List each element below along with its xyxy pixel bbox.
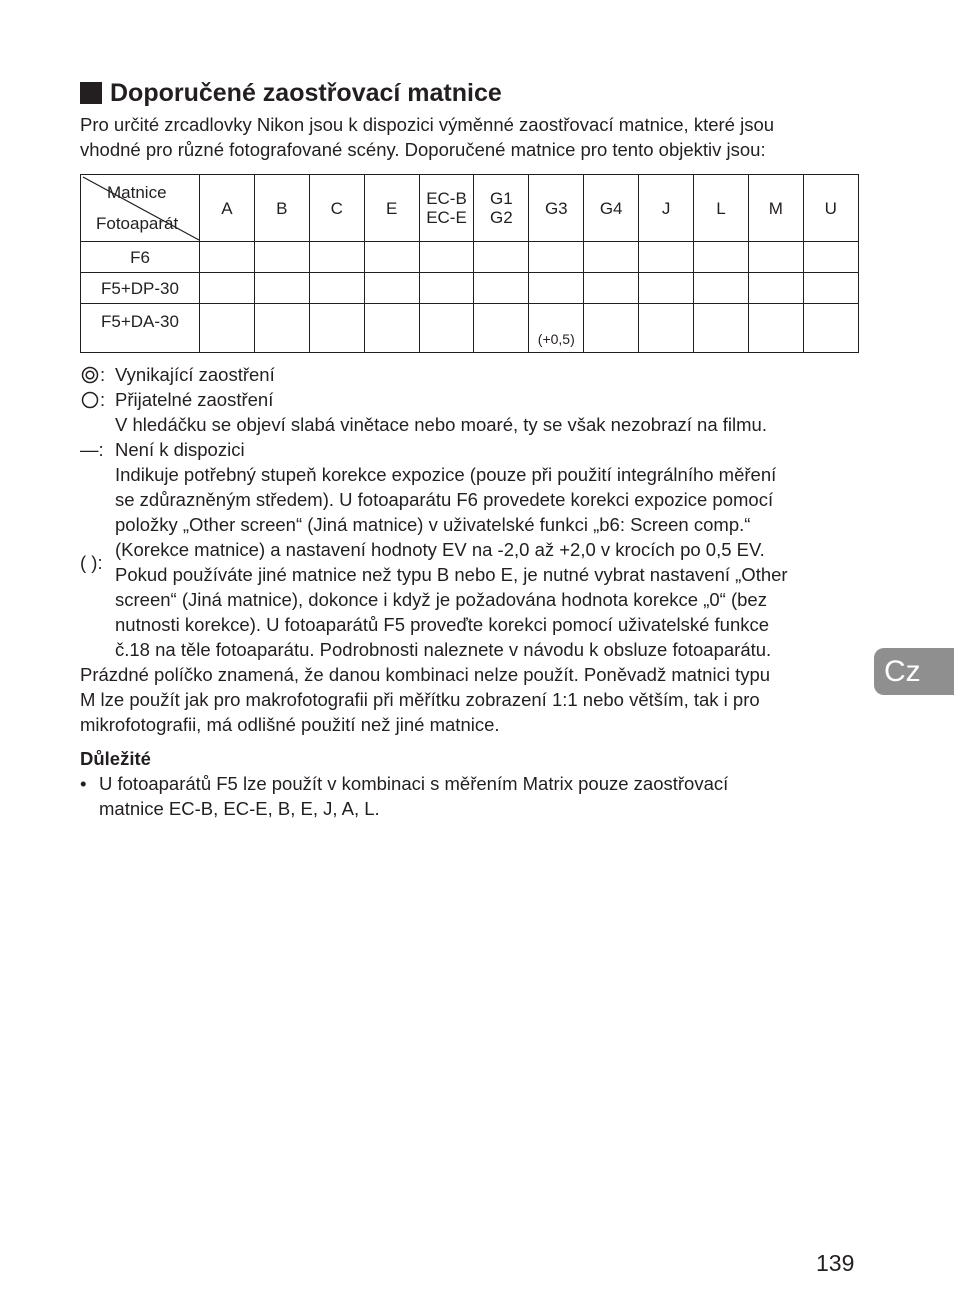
blank-cell-note-line: mikrofotografii, má odlišné použití než jiné matnice.	[80, 714, 500, 735]
table-cell	[639, 273, 694, 304]
table-cell	[309, 304, 364, 353]
circle-icon	[80, 390, 100, 410]
table-cell	[200, 273, 255, 304]
table-cell	[200, 242, 255, 273]
column-header: EC-B EC-E	[419, 175, 474, 242]
column-header: L	[694, 175, 749, 242]
legend-separator: :	[100, 389, 106, 410]
legend-line: nutnosti korekce). U fotoaparátů F5 proveďte korekci pomocí uživatelské funkce	[115, 614, 770, 635]
important-title: Důležité	[80, 748, 151, 769]
table-cell	[694, 304, 749, 353]
page-number: 139	[816, 1250, 855, 1276]
table-cell	[639, 304, 694, 353]
important-line: U fotoaparátů F5 lze použít v kombinaci s měřením Matrix pouze zaostřovací	[99, 773, 729, 794]
legend-line: Indikuje potřebný stupeň korekce expozice (pouze při použití integrálního měření	[115, 464, 777, 485]
important-bullet-item	[80, 771, 870, 821]
table-cell	[419, 304, 474, 353]
section-title: Doporučené zaostřovací matnice	[110, 79, 502, 107]
column-header: E	[364, 175, 419, 242]
double-circle-icon	[80, 365, 100, 385]
legend-item-excellent	[80, 362, 870, 387]
table-cell	[584, 304, 639, 353]
important-line: matnice EC-B, EC-E, B, E, J, A, L.	[99, 798, 380, 819]
table-cell	[309, 242, 364, 273]
table-cell	[748, 242, 803, 273]
legend-line: položky „Other screen“ (Jiná matnice) v uživatelské funkci „b6: Screen comp.“	[115, 514, 751, 535]
dash-symbol: —:	[80, 439, 104, 460]
column-header: G3	[529, 175, 584, 242]
legend-line: (Korekce matnice) a nastavení hodnoty EV na -2,0 až +2,0 v krocích po 0,5 EV.	[115, 539, 765, 560]
square-bullet-icon	[80, 82, 102, 104]
legend-item-acceptable	[80, 387, 870, 412]
table-cell	[419, 273, 474, 304]
legend-text: Přijatelné zaostření	[115, 389, 274, 410]
corner-label-camera: Fotoaparát	[96, 214, 179, 233]
table-row	[81, 242, 859, 273]
column-header: U	[803, 175, 858, 242]
exposure-compensation-note: (+0,5)	[537, 331, 575, 347]
table-row	[81, 304, 859, 353]
table-cell	[803, 273, 858, 304]
column-header: J	[639, 175, 694, 242]
corner-label-screen: Matnice	[107, 183, 167, 202]
intro-paragraph	[80, 112, 870, 162]
table-cell	[474, 273, 529, 304]
legend-line: Pokud používáte jiné matnice než typu B nebo E, je nutné vybrat nastavení „Other	[115, 564, 788, 585]
column-header: G4	[584, 175, 639, 242]
table-cell	[694, 273, 749, 304]
table-row	[81, 273, 859, 304]
table-cell	[364, 304, 419, 353]
parentheses-symbol: ( ):	[80, 551, 103, 573]
table-cell	[364, 273, 419, 304]
bullet-icon: •	[80, 773, 87, 794]
table-cell	[474, 304, 529, 353]
column-header: C	[309, 175, 364, 242]
legend-text: Není k dispozici	[115, 439, 245, 460]
column-header: A	[200, 175, 255, 242]
important-section	[80, 746, 870, 821]
table-cell	[803, 304, 858, 353]
table-cell	[639, 242, 694, 273]
table-cell	[254, 304, 309, 353]
table-cell	[803, 242, 858, 273]
table-cell	[748, 273, 803, 304]
row-header: F6	[81, 242, 200, 273]
intro-line: vhodné pro různé fotografované scény. Doporučené matnice pro tento objektiv jsou:	[80, 139, 766, 160]
legend-line: screen“ (Jiná matnice), dokonce i když je požadována hodnota korekce „0“ (bez	[115, 589, 767, 610]
table-cell	[584, 242, 639, 273]
column-header: M	[748, 175, 803, 242]
focusing-screen-table	[80, 174, 859, 353]
table-cell	[529, 304, 584, 353]
blank-cell-note-line: Prázdné políčko znamená, že danou kombinaci nelze použít. Poněvadž matnici typu	[80, 664, 771, 685]
table-corner-cell	[81, 175, 200, 242]
intro-line: Pro určité zrcadlovky Nikon jsou k dispozici výměnné zaostřovací matnice, které jsou	[80, 114, 775, 135]
blank-cell-note-line: M lze použít jak pro makrofotografii při měřítku zobrazení 1:1 nebo větším, tak i pro	[80, 689, 760, 710]
table-cell	[419, 242, 474, 273]
table-cell	[529, 242, 584, 273]
legend	[80, 362, 870, 737]
row-header: F5+DP-30	[81, 273, 200, 304]
table-cell	[529, 273, 584, 304]
legend-text: Vynikající zaostření	[115, 364, 275, 385]
table-cell	[200, 304, 255, 353]
table-cell	[474, 242, 529, 273]
table-cell	[364, 242, 419, 273]
section-heading	[80, 76, 502, 110]
legend-separator: :	[100, 364, 106, 385]
table-cell	[584, 273, 639, 304]
table-header-row	[81, 175, 859, 242]
row-header: F5+DA-30	[81, 304, 200, 353]
table-cell	[748, 304, 803, 353]
table-cell	[309, 273, 364, 304]
legend-item-parentheses	[80, 462, 870, 662]
language-tab: Cz	[874, 648, 954, 695]
column-header: G1 G2	[474, 175, 529, 242]
legend-line: se zdůrazněným středem). U fotoaparátu F6 provedete korekci expozice pomocí	[115, 489, 774, 510]
table-cell	[254, 242, 309, 273]
table-cell	[254, 273, 309, 304]
legend-item-not-available	[80, 437, 870, 462]
legend-note: V hledáčku se objeví slabá vinětace nebo moaré, ty se však nezobrazí na filmu.	[115, 414, 767, 435]
table-cell	[694, 242, 749, 273]
legend-line: č.18 na těle fotoaparátu. Podrobnosti naleznete v návodu k obsluze fotoaparátu.	[115, 639, 772, 660]
column-header: B	[254, 175, 309, 242]
